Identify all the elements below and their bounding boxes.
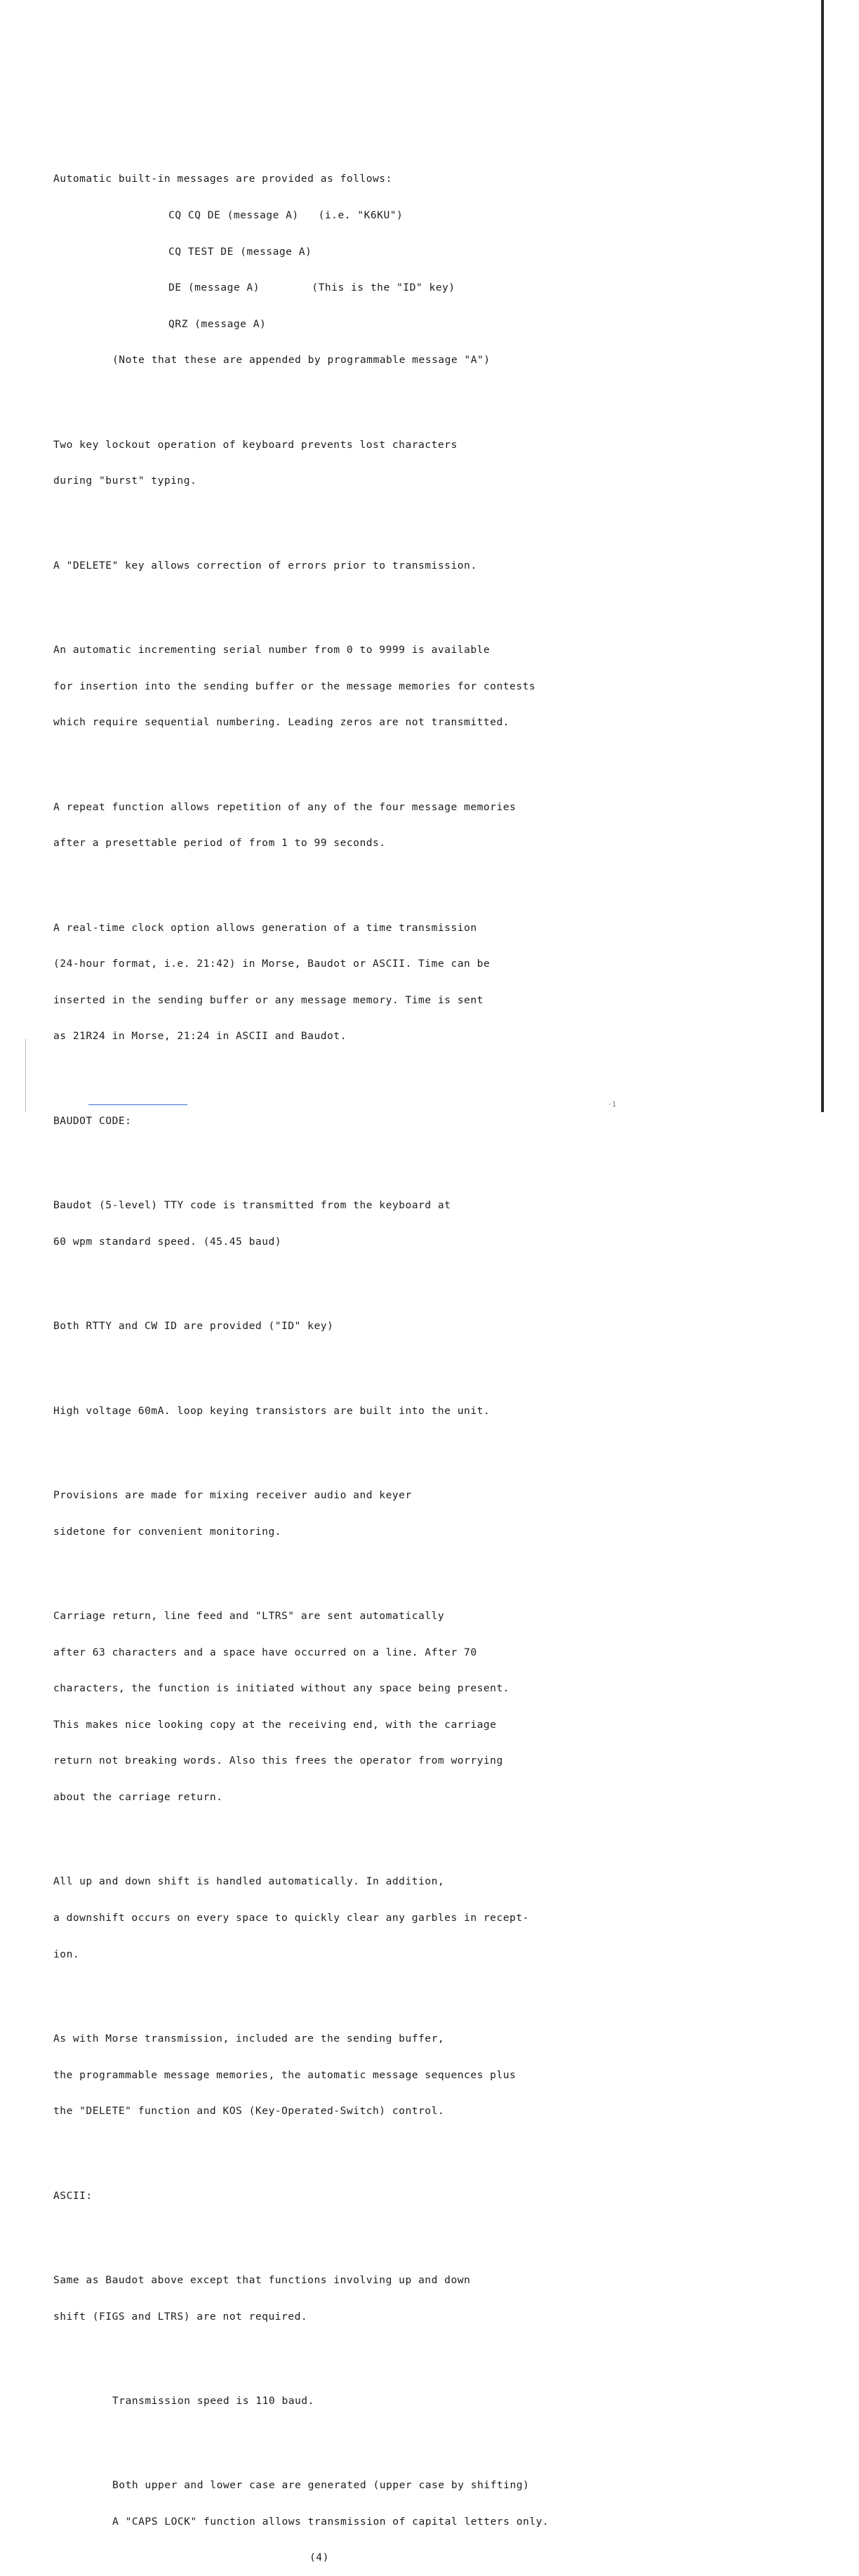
messages-note: (Note that these are appended by programmable message "A") bbox=[112, 354, 491, 366]
carriage-line: after 63 characters and a space have occurred on a line. After 70 bbox=[53, 1646, 477, 1658]
message-line: CQ CQ DE (message A) (i.e. "K6KU") bbox=[168, 209, 404, 221]
mixing-line: sidetone for convenient monitoring. bbox=[53, 1525, 282, 1538]
id-line: Both RTTY and CW ID are provided ("ID" key) bbox=[53, 1320, 334, 1333]
mixing-line: Provisions are made for mixing receiver audio and keyer bbox=[53, 1489, 412, 1502]
ascii-line: Same as Baudot above except that functions involving up and down bbox=[53, 2273, 471, 2286]
lockout-line: during "burst" typing. bbox=[53, 475, 197, 487]
clock-line: inserted in the sending buffer or any message memory. Time is sent bbox=[53, 993, 484, 1006]
corner-mark: ·1 bbox=[608, 1101, 617, 1109]
baudot-line: 60 wpm standard speed. (45.45 baud) bbox=[53, 1235, 282, 1248]
morse-like-line: the "DELETE" function and KOS (Key-Operated-Switch) control. bbox=[53, 2105, 445, 2118]
voltage-line: High voltage 60mA. loop keying transistors are built into the unit. bbox=[53, 1404, 491, 1417]
message-line: DE (message A) (This is the "ID" key) bbox=[168, 282, 455, 294]
shift-line: All up and down shift is handled automatically. In addition, bbox=[53, 1875, 445, 1888]
clock-line: (24-hour format, i.e. 21:42) in Morse, Baudot or ASCII. Time can be bbox=[53, 958, 491, 970]
ascii-heading: ASCII: bbox=[53, 2189, 93, 2202]
serial-line: which require sequential numbering. Leading zeros are not transmitted. bbox=[53, 716, 510, 729]
caps-line: A "CAPS LOCK" function allows transmission of capital letters only. bbox=[112, 2515, 550, 2528]
page-edge-shadow bbox=[821, 0, 824, 1112]
serial-line: An automatic incrementing serial number from 0 to 9999 is available bbox=[53, 644, 491, 656]
morse-like-line: the programmable message memories, the automatic message sequences plus bbox=[53, 2068, 517, 2081]
speed-line: Transmission speed is 110 baud. bbox=[112, 2394, 314, 2407]
scan-margin-line bbox=[25, 1039, 26, 1112]
message-line: QRZ (message A) bbox=[168, 317, 267, 330]
page-number: (4) bbox=[309, 2551, 329, 2564]
lockout-line: Two key lockout operation of keyboard prevents lost characters bbox=[53, 438, 458, 451]
carriage-line: return not breaking words. Also this frees the operator from worrying bbox=[53, 1755, 503, 1767]
shift-line: ion. bbox=[53, 1948, 80, 1960]
carriage-line: characters, the function is initiated without any space being present. bbox=[53, 1682, 510, 1695]
ascii-line: shift (FIGS and LTRS) are not required. bbox=[53, 2310, 308, 2323]
carriage-line: This makes nice looking copy at the receiving end, with the carriage bbox=[53, 1718, 497, 1731]
messages-intro: Automatic built-in messages are provided as follows: bbox=[53, 173, 392, 185]
repeat-line: after a presettable period of from 1 to 99 seconds. bbox=[53, 837, 386, 850]
serial-line: for insertion into the sending buffer or the message memories for contests bbox=[53, 680, 536, 692]
clock-line: as 21R24 in Morse, 21:24 in ASCII and Baudot. bbox=[53, 1030, 347, 1043]
repeat-line: A repeat function allows repetition of any of the four message memories bbox=[53, 800, 517, 813]
document-body bbox=[53, 149, 615, 2576]
baudot-heading: BAUDOT CODE: bbox=[53, 1114, 132, 1127]
clock-line: A real-time clock option allows generation of a time transmission bbox=[53, 921, 477, 934]
caps-line: Both upper and lower case are generated (upper case by shifting) bbox=[112, 2479, 530, 2492]
morse-like-line: As with Morse transmission, included are the sending buffer, bbox=[53, 2032, 445, 2045]
message-line: CQ TEST DE (message A) bbox=[168, 245, 312, 258]
baudot-line: Baudot (5-level) TTY code is transmitted from the keyboard at bbox=[53, 1199, 451, 1212]
shift-line: a downshift occurs on every space to quickly clear any garbles in recept- bbox=[53, 1911, 529, 1924]
carriage-line: about the carriage return. bbox=[53, 1790, 223, 1803]
carriage-line: Carriage return, line feed and "LTRS" are sent automatically bbox=[53, 1610, 445, 1623]
delete-line: A "DELETE" key allows correction of errors prior to transmission. bbox=[53, 559, 477, 572]
